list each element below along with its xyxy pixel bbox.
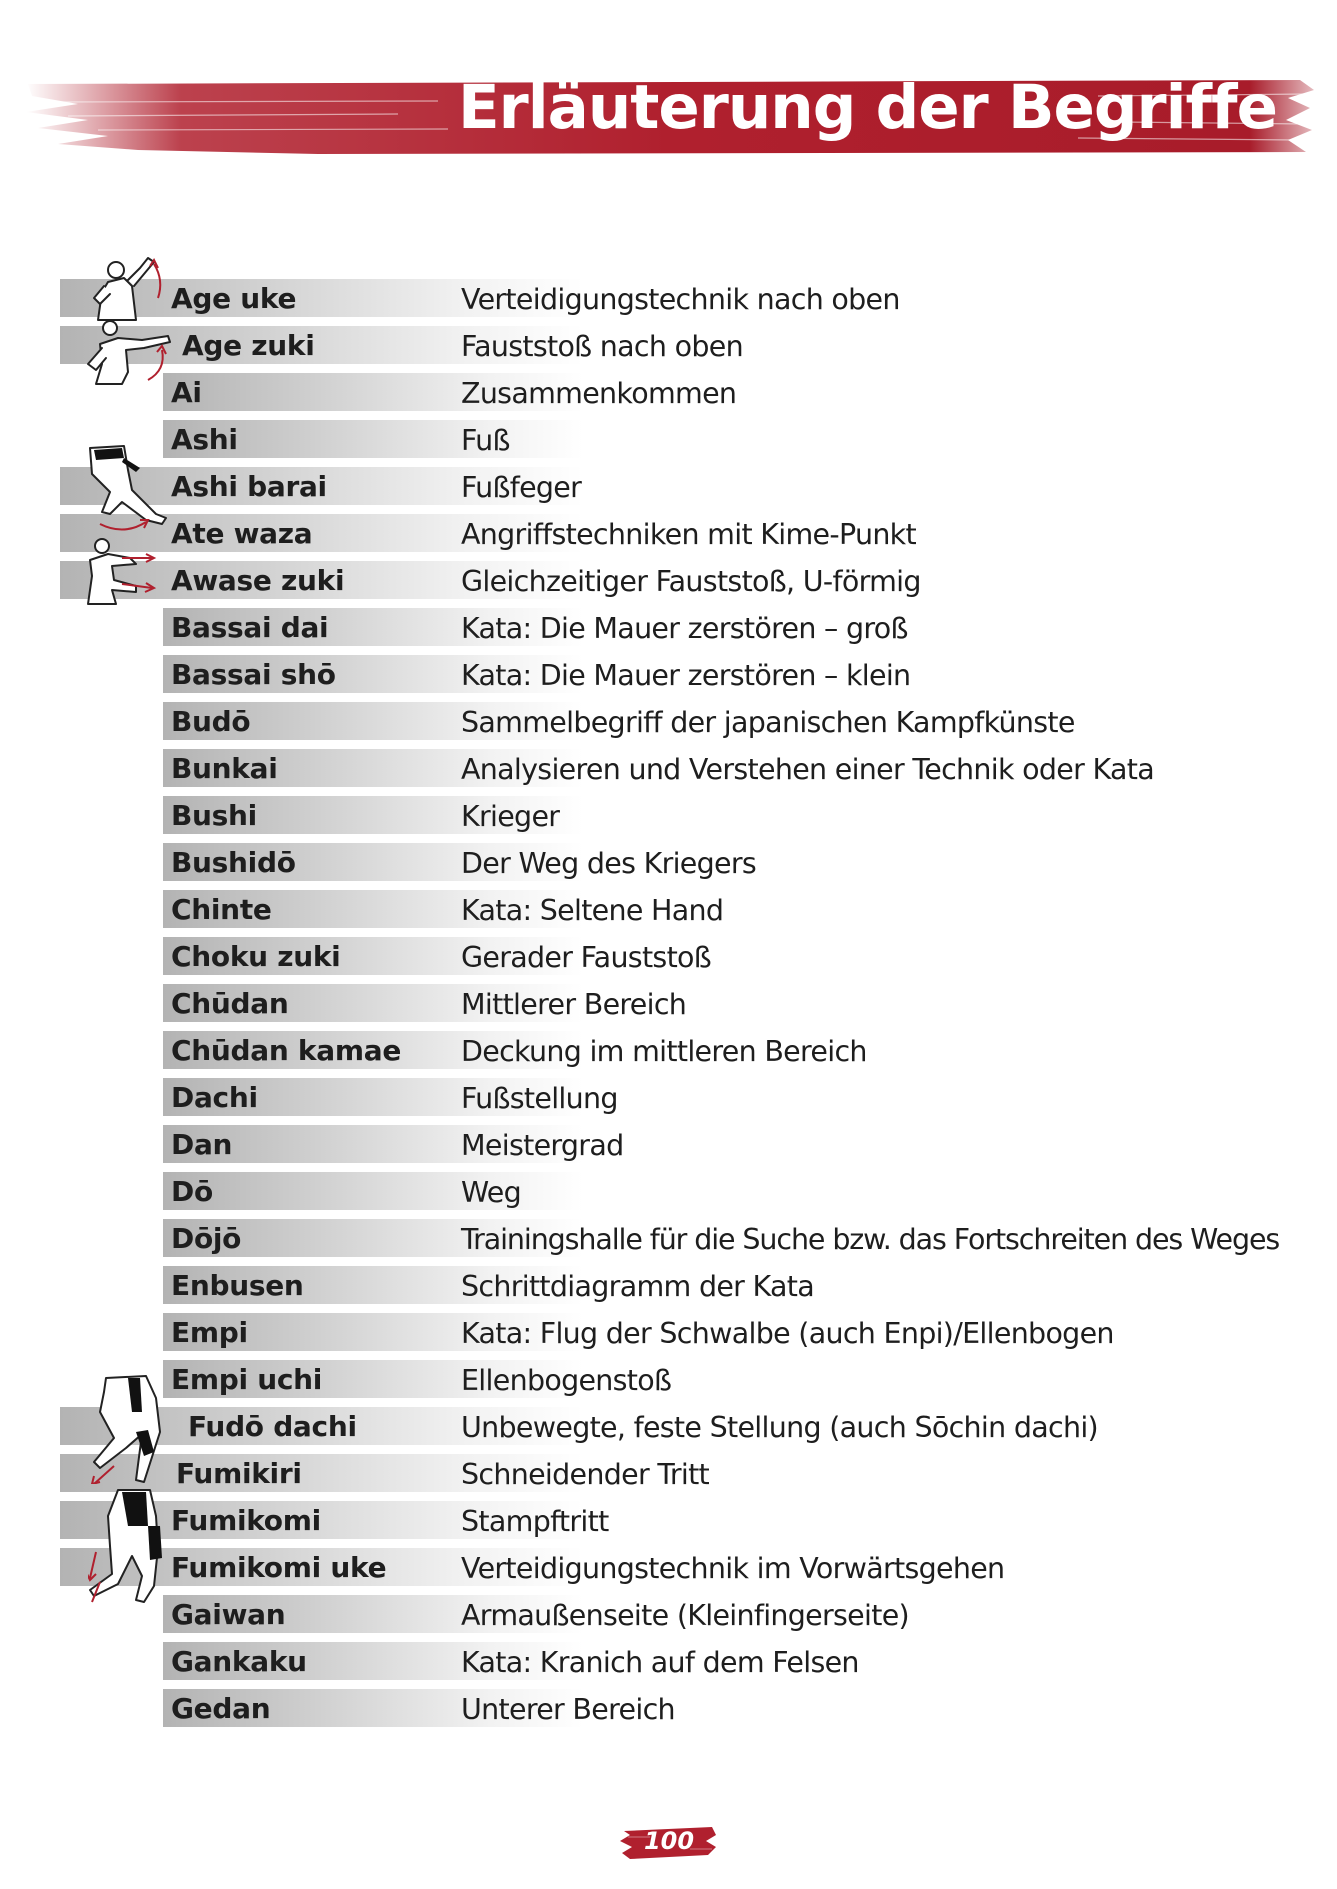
glossary-row <box>0 840 1337 880</box>
glossary-definition: Kata: Die Mauer zerstören – groß <box>461 612 908 645</box>
karate-awase-zuki-figure-icon <box>82 536 162 606</box>
glossary-row <box>0 1686 1337 1726</box>
glossary-term: Bassai shō <box>171 658 336 691</box>
glossary-definition: Sammelbegriff der japanischen Kampfkünste <box>461 706 1075 739</box>
glossary-definition: Fußfeger <box>461 471 582 504</box>
glossary-definition: Fußstellung <box>461 1082 618 1115</box>
glossary-term: Enbusen <box>171 1269 304 1302</box>
glossary-row <box>0 1075 1337 1115</box>
glossary-definition: Weg <box>461 1176 522 1209</box>
glossary-row <box>0 1451 1337 1491</box>
glossary-row <box>0 1545 1337 1585</box>
glossary-definition: Der Weg des Kriegers <box>461 847 757 880</box>
glossary-definition: Ellenbogenstoß <box>461 1364 672 1397</box>
glossary-definition: Armaußenseite (Kleinfingerseite) <box>461 1599 909 1632</box>
glossary-definition: Analysieren und Verstehen einer Technik oder Kata <box>461 753 1154 786</box>
glossary-definition: Gleichzeitiger Fauststoß, U-förmig <box>461 565 921 598</box>
glossary-term: Dan <box>171 1128 233 1161</box>
glossary-term: Dōjō <box>171 1222 242 1255</box>
glossary-term: Gedan <box>171 1692 271 1725</box>
glossary-term: Bunkai <box>171 752 278 785</box>
glossary-definition: Schrittdiagramm der Kata <box>461 1270 815 1303</box>
glossary-term: Gankaku <box>171 1645 307 1678</box>
glossary-row <box>0 652 1337 692</box>
glossary-term: Chūdan <box>171 987 289 1020</box>
glossary-term: Empi <box>171 1316 248 1349</box>
glossary-definition: Fauststoß nach oben <box>461 330 743 363</box>
page-number-badge <box>620 1825 718 1861</box>
glossary-row <box>0 511 1337 551</box>
glossary-term: Fudō dachi <box>188 1410 357 1443</box>
glossary-row <box>0 558 1337 598</box>
glossary-term: Dachi <box>171 1081 258 1114</box>
glossary-row <box>0 934 1337 974</box>
karate-fumikomi-figure-icon <box>88 1486 168 1604</box>
glossary-row <box>0 323 1337 363</box>
glossary-term: Awase zuki <box>171 564 345 597</box>
karate-age-zuki-figure-icon <box>82 318 178 388</box>
glossary-definition: Meistergrad <box>461 1129 624 1162</box>
glossary-row <box>0 1028 1337 1068</box>
glossary-definition: Zusammenkommen <box>461 377 737 410</box>
glossary-definition: Deckung im mittleren Bereich <box>461 1035 867 1068</box>
glossary-row <box>0 887 1337 927</box>
glossary-row <box>0 1169 1337 1209</box>
glossary-term: Fumikomi uke <box>171 1551 387 1584</box>
glossary-row <box>0 746 1337 786</box>
glossary-row <box>0 1263 1337 1303</box>
glossary-definition: Gerader Fauststoß <box>461 941 712 974</box>
glossary-row <box>0 699 1337 739</box>
glossary-definition: Krieger <box>461 800 560 833</box>
glossary-term: Fumikomi <box>171 1504 321 1537</box>
glossary-row <box>0 276 1337 316</box>
glossary-term: Age uke <box>171 282 297 315</box>
glossary-row <box>0 1122 1337 1162</box>
glossary-definition: Stampftritt <box>461 1505 609 1538</box>
glossary-definition: Kata: Seltene Hand <box>461 894 724 927</box>
glossary-term: Ai <box>171 376 202 409</box>
karate-ashi-barai-figure-icon <box>80 440 172 532</box>
glossary-term: Bushi <box>171 799 257 832</box>
glossary-row <box>0 417 1337 457</box>
glossary-definition: Fuß <box>461 424 510 457</box>
page-title: Erläuterung der Begriffe <box>458 72 1277 143</box>
glossary-term: Gaiwan <box>171 1598 286 1631</box>
glossary-term: Budō <box>171 705 251 738</box>
glossary-row <box>0 1404 1337 1444</box>
glossary-definition: Kata: Die Mauer zerstören – klein <box>461 659 911 692</box>
glossary-definition: Verteidigungstechnik im Vorwärtsgehen <box>461 1552 1005 1585</box>
glossary-row <box>0 981 1337 1021</box>
glossary-definition: Kata: Flug der Schwalbe (auch Enpi)/Ellenbogen <box>461 1317 1114 1350</box>
glossary-definition: Verteidigungstechnik nach oben <box>461 283 900 316</box>
glossary-row <box>0 1310 1337 1350</box>
glossary-term: Chūdan kamae <box>171 1034 402 1067</box>
karate-fudo-dachi-figure-icon <box>86 1372 170 1484</box>
glossary-row <box>0 1592 1337 1632</box>
glossary-term: Ate waza <box>171 517 313 550</box>
glossary-definition: Mittlerer Bereich <box>461 988 687 1021</box>
glossary-row <box>0 605 1337 645</box>
glossary-row <box>0 1639 1337 1679</box>
glossary-row <box>0 370 1337 410</box>
glossary-definition: Unterer Bereich <box>461 1693 675 1726</box>
glossary-row <box>0 464 1337 504</box>
page-number: 100 <box>643 1827 695 1855</box>
glossary-term: Fumikiri <box>176 1457 302 1490</box>
header-banner <box>18 72 1318 156</box>
glossary-term: Age zuki <box>182 329 315 362</box>
glossary-row <box>0 1498 1337 1538</box>
karate-age-uke-figure-icon <box>88 252 170 322</box>
glossary-term: Ashi barai <box>171 470 327 503</box>
glossary-definition: Unbewegte, feste Stellung (auch Sōchin dachi) <box>461 1411 1098 1444</box>
glossary-row <box>0 793 1337 833</box>
glossary-definition: Schneidender Tritt <box>461 1458 710 1491</box>
glossary-term: Bushidō <box>171 846 296 879</box>
glossary-definition: Angriffstechniken mit Kime-Punkt <box>461 518 916 551</box>
glossary-term: Ashi <box>171 423 238 456</box>
glossary-row <box>0 1357 1337 1397</box>
glossary-definition: Kata: Kranich auf dem Felsen <box>461 1646 859 1679</box>
glossary-term: Chinte <box>171 893 272 926</box>
glossary-term: Empi uchi <box>171 1363 323 1396</box>
glossary-term: Dō <box>171 1175 213 1208</box>
glossary-row <box>0 1216 1337 1256</box>
glossary-term: Choku zuki <box>171 940 341 973</box>
glossary-term: Bassai dai <box>171 611 329 644</box>
glossary-definition: Trainingshalle für die Suche bzw. das Fortschreiten des Weges <box>461 1223 1280 1256</box>
